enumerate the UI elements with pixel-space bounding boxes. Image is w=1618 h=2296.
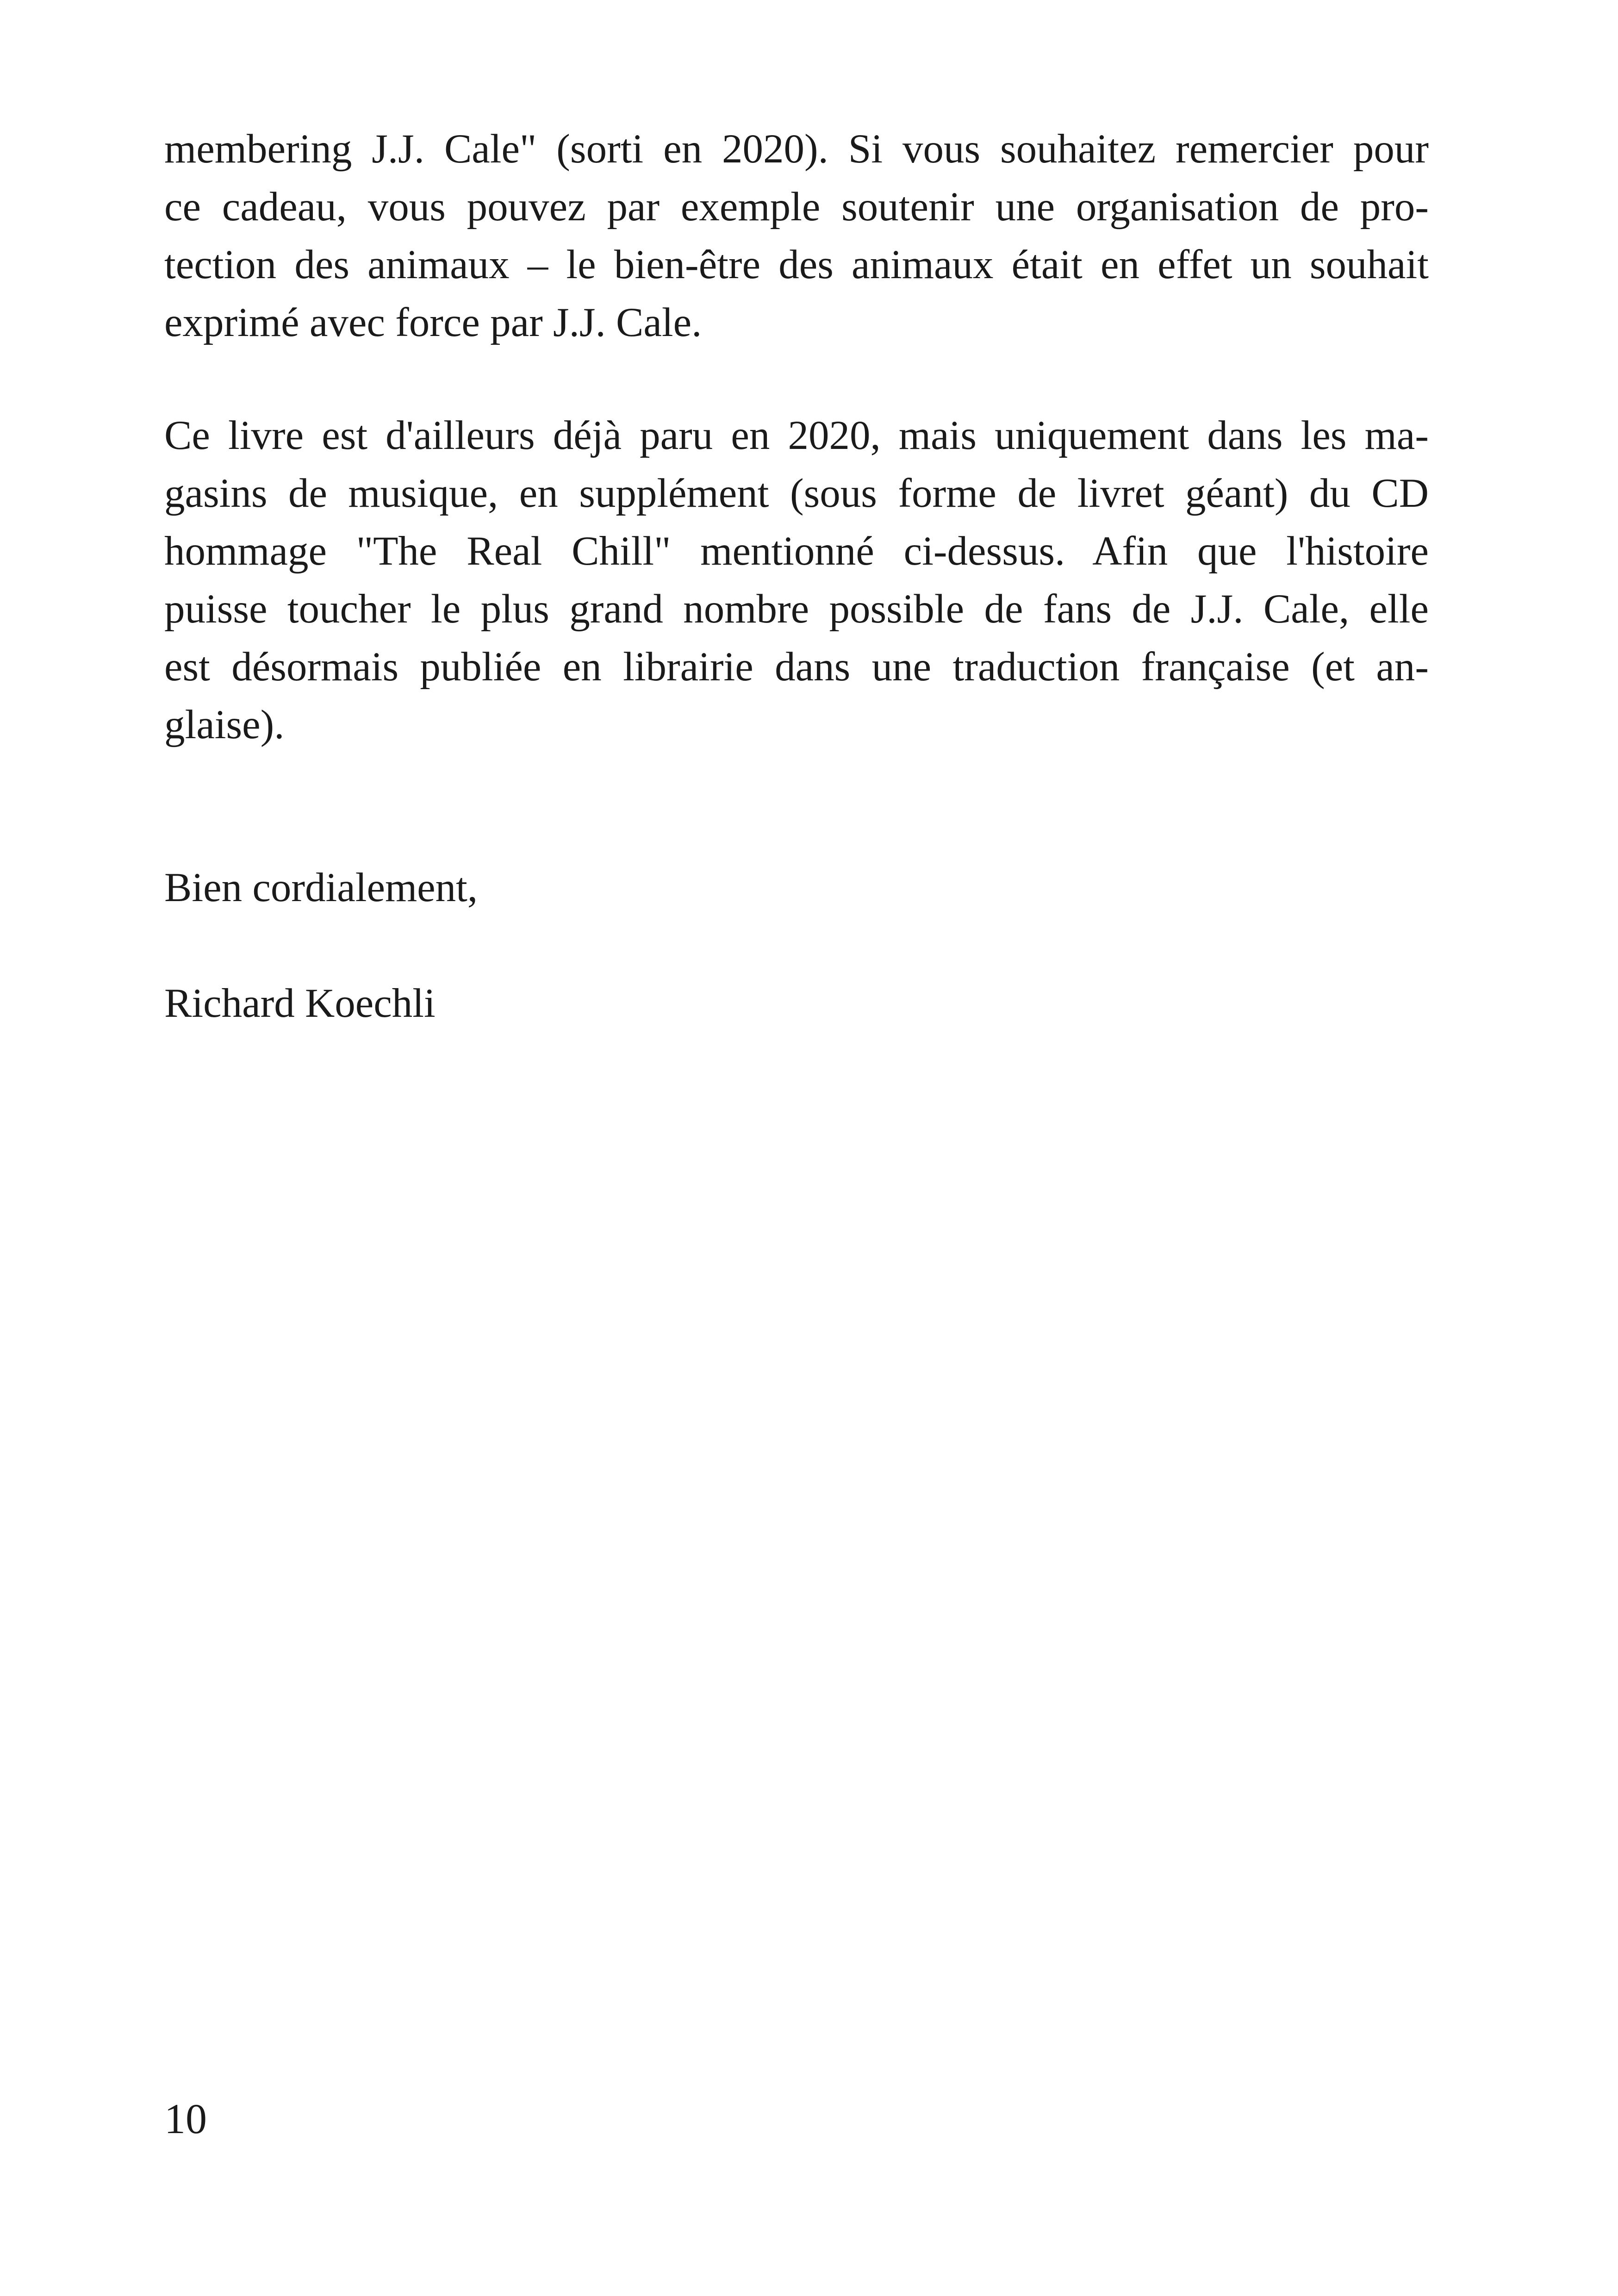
body-text-line: puisse toucher le plus grand nombre possible de fans de J.J. Cale, elle: [164, 586, 1429, 632]
body-text-line: membering J.J. Cale" (sorti en 2020). Si vous souhaitez remercier pour: [164, 126, 1429, 172]
body-text-line: tection des animaux – le bien-être des animaux était en effet un souhait: [164, 242, 1429, 287]
body-text-line: est désormais publiée en librairie dans une traduction française (et an-: [164, 644, 1429, 690]
body-text-line: exprimé avec force par J.J. Cale.: [164, 300, 702, 345]
body-text-line: Ce livre est d'ailleurs déjà paru en 2020, mais uniquement dans les ma-: [164, 413, 1429, 458]
closing-text: Bien cordialement,: [164, 865, 478, 910]
body-text-line: ce cadeau, vous pouvez par exemple soutenir une organisation de pro-: [164, 184, 1429, 230]
page-number: 10: [164, 2095, 207, 2142]
signature: Richard Koechli: [164, 981, 436, 1026]
body-text-line: glaise).: [164, 702, 285, 747]
body-text-line: gasins de musique, en supplément (sous forme de livret géant) du CD: [164, 471, 1429, 516]
body-text-line: hommage "The Real Chill" mentionné ci-dessus. Afin que l'histoire: [164, 529, 1429, 574]
